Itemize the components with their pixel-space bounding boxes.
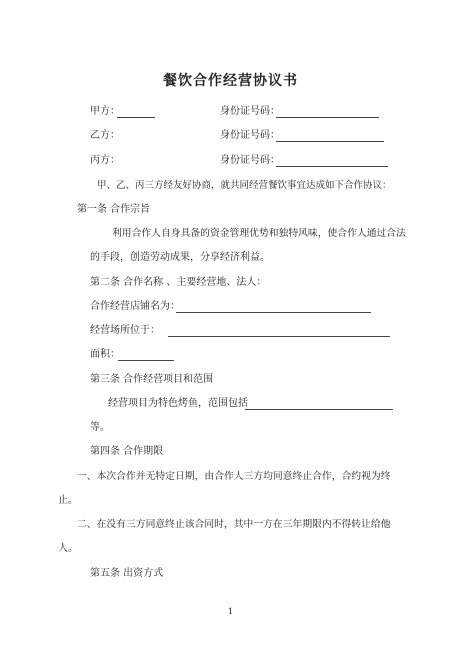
article3-line1: 经营项目为特色烤鱼，范围包括 bbox=[108, 398, 248, 409]
page-number: 1 bbox=[227, 607, 234, 616]
party-a-id-blank bbox=[276, 117, 379, 118]
location-label: 经营场所位于： bbox=[90, 325, 160, 336]
store-name-blank bbox=[176, 312, 371, 313]
party-c-label: 丙方： bbox=[90, 155, 120, 166]
scope-blank bbox=[245, 409, 393, 410]
article5-heading: 第五条 出资方式 bbox=[90, 568, 164, 579]
party-b-id-blank bbox=[276, 141, 384, 142]
article3-line2: 等。 bbox=[90, 422, 110, 433]
article2-heading: 第二条 合作名称 、主要经营地、法人： bbox=[90, 277, 267, 288]
party-c-id-label: 身份证号码： bbox=[220, 155, 280, 166]
store-name-label: 合作经营店铺名为： bbox=[90, 301, 180, 312]
party-b-label: 乙方： bbox=[90, 130, 120, 141]
location-blank bbox=[168, 336, 390, 337]
party-a-label: 甲方： bbox=[90, 106, 120, 117]
article4-p1-line2: 止。 bbox=[58, 495, 78, 506]
article3-heading: 第三条 合作经营项目和范围 bbox=[90, 374, 214, 385]
area-blank bbox=[118, 360, 174, 361]
article1-line1: 利用合作人自身具备的资金管理优势和独特风味，使合作人通过合法 bbox=[112, 228, 406, 239]
article4-p2-line1: 二、在没有三方同意终止该合同时，其中一方在三年期限内不得转让给他 bbox=[77, 519, 391, 530]
party-a-id-label: 身份证号码： bbox=[220, 106, 280, 117]
article4-heading: 第四条 合作期限 bbox=[90, 446, 164, 457]
party-c-id-blank bbox=[276, 166, 388, 167]
party-b-id-label: 身份证号码： bbox=[220, 130, 280, 141]
article4-p2-line2: 人。 bbox=[58, 543, 78, 554]
document-title: 餐饮合作经营协议书 bbox=[163, 73, 298, 89]
intro-paragraph: 甲、乙、丙三方经友好协商，就共同经营餐饮事宜达成如下合作协议： bbox=[97, 180, 392, 191]
article1-line2: 的手段，创造劳动成果，分享经济利益。 bbox=[90, 252, 270, 263]
article1-heading: 第一条 合作宗旨 bbox=[77, 204, 151, 215]
area-label: 面积： bbox=[90, 349, 120, 360]
party-a-blank bbox=[117, 117, 155, 118]
article4-p1-line1: 一、本次合作并无特定日期，由合作人三方均同意终止合作，合约视为终 bbox=[77, 471, 391, 482]
